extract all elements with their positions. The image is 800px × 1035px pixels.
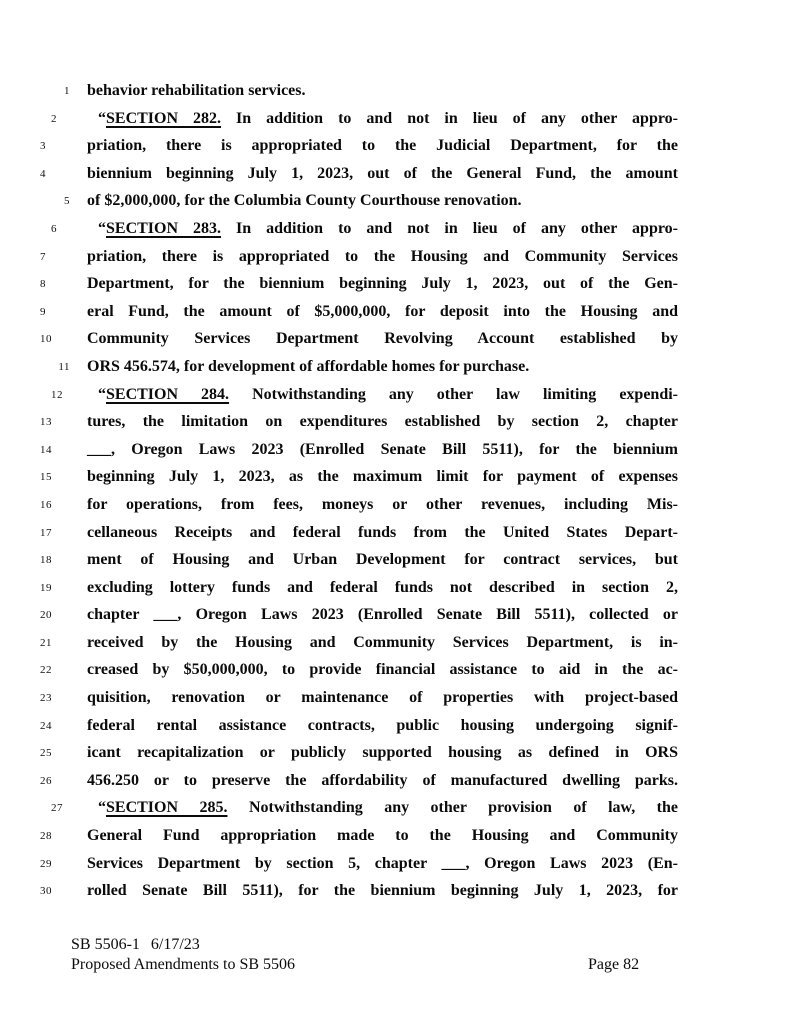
line-number: 21: [40, 636, 52, 649]
line-number: 22: [40, 664, 52, 677]
line-number: 16: [40, 498, 52, 511]
line-text: General Fund appropriation made to the Housing and Community: [87, 827, 678, 845]
text-line: [40, 684, 678, 712]
text-line: [40, 381, 678, 409]
line-number: 4: [40, 167, 46, 180]
line-text: creased by $50,000,000, to provide financial assistance to aid in the ac-: [87, 661, 678, 679]
line-number: 10: [40, 333, 52, 346]
line-number: 1: [64, 85, 70, 97]
line-text: priation, there is appropriated to the Housing and Community Services: [87, 247, 678, 265]
line-text: Department, for the biennium beginning July 1, 2023, out of the Gen-: [87, 275, 678, 293]
line-number: 25: [40, 747, 52, 760]
text-line: [40, 215, 678, 243]
text-line: [40, 325, 678, 353]
line-number: 14: [40, 443, 52, 456]
footer-doc-ref: SB 5506-1: [71, 936, 140, 953]
text-line: [40, 105, 678, 133]
text-line: [40, 463, 678, 491]
text-line: [40, 298, 678, 326]
line-text: 456.250 or to preserve the affordability of manufactured dwelling parks.: [87, 771, 678, 789]
footer-title-line: [71, 955, 671, 975]
line-text: rolled Senate Bill 5511), for the biennium beginning July 1, 2023, for: [87, 882, 678, 900]
text-line: [40, 767, 678, 795]
text-line: [40, 601, 678, 629]
footer-page-number: Page 82: [588, 955, 640, 973]
line-text: Community Services Department Revolving Account established by: [87, 330, 678, 348]
line-text: “SECTION 283. In addition to and not in lieu of any other appro-: [98, 219, 678, 237]
line-number: 6: [51, 222, 57, 235]
line-text: tures, the limitation on expenditures established by section 2, chapter: [87, 413, 678, 431]
line-text: “SECTION 284. Notwithstanding any other law limiting expendi-: [98, 385, 678, 403]
line-number: 8: [40, 278, 46, 291]
text-line: [40, 574, 678, 602]
line-number: 7: [40, 250, 46, 263]
text-line: [40, 243, 678, 271]
line-text: received by the Housing and Community Services Department, is in-: [87, 633, 678, 651]
line-number: 5: [64, 195, 70, 208]
text-line: [40, 270, 678, 298]
text-line: [40, 187, 678, 215]
footer-date: 6/17/23: [150, 936, 200, 953]
line-text: behavior rehabilitation services.: [87, 82, 306, 99]
text-line: [40, 353, 678, 381]
line-text: Services Department by section 5, chapter ___, Oregon Laws 2023 (En-: [87, 854, 678, 872]
text-line: [40, 160, 678, 188]
text-line: [40, 712, 678, 740]
line-number: 15: [40, 471, 52, 484]
line-text: excluding lottery funds and federal funds not described in section 2,: [87, 578, 678, 596]
text-line: [40, 408, 678, 436]
text-line: [40, 491, 678, 519]
line-text: beginning July 1, 2023, as the maximum limit for payment of expenses: [87, 468, 678, 486]
text-line: [40, 436, 678, 464]
text-line: [40, 546, 678, 574]
text-line: [40, 822, 678, 850]
line-text: “SECTION 285. Notwithstanding any other provision of law, the: [98, 799, 678, 817]
line-text: “SECTION 282. In addition to and not in lieu of any other appro-: [98, 109, 678, 127]
line-number: 27: [51, 802, 63, 815]
line-number: 24: [40, 719, 52, 732]
line-number: 2: [51, 112, 57, 125]
line-text: ment of Housing and Urban Development for contract services, but: [87, 551, 678, 569]
text-line: [40, 656, 678, 684]
text-line: [40, 132, 678, 160]
bill-text-body: [40, 77, 678, 905]
line-text: priation, there is appropriated to the Judicial Department, for the: [87, 137, 678, 155]
line-text: cellaneous Receipts and federal funds from the United States Depart-: [87, 523, 678, 541]
line-number: 18: [40, 554, 52, 567]
line-number: 20: [40, 609, 52, 622]
text-line: [40, 850, 678, 878]
line-number: 11: [58, 360, 70, 373]
line-number: 19: [40, 581, 52, 594]
footer-title: Proposed Amendments to SB 5506: [71, 955, 296, 973]
line-text: biennium beginning July 1, 2023, out of the General Fund, the amount: [87, 164, 678, 182]
line-number: 12: [51, 388, 63, 401]
text-line: [40, 629, 678, 657]
line-text: ORS 456.574, for development of affordable homes for purchase.: [87, 357, 530, 375]
footer-reference-line: [71, 935, 671, 955]
text-line: [40, 794, 678, 822]
text-line: [40, 877, 678, 905]
line-number: 23: [40, 692, 52, 705]
line-text: ___, Oregon Laws 2023 (Enrolled Senate Bill 5511), for the biennium: [87, 440, 678, 458]
line-text: federal rental assistance contracts, public housing undergoing signif-: [87, 716, 678, 734]
line-text: chapter ___, Oregon Laws 2023 (Enrolled Senate Bill 5511), collected or: [87, 606, 678, 624]
text-line: [40, 519, 678, 547]
line-number: 17: [40, 526, 52, 539]
line-number: 26: [40, 774, 52, 787]
line-number: 28: [40, 830, 52, 843]
text-line: [40, 739, 678, 767]
line-text: for operations, from fees, moneys or other revenues, including Mis-: [87, 495, 678, 513]
line-text: quisition, renovation or maintenance of properties with project-based: [87, 689, 678, 707]
page-footer: [71, 935, 671, 974]
line-text: icant recapitalization or publicly supported housing as defined in ORS: [87, 744, 678, 762]
line-number: 9: [40, 305, 46, 318]
line-text: of $2,000,000, for the Columbia County Courthouse renovation.: [87, 192, 522, 210]
line-text: eral Fund, the amount of $5,000,000, for deposit into the Housing and: [87, 302, 678, 320]
line-number: 30: [40, 885, 52, 898]
line-number: 29: [40, 857, 52, 870]
text-line: [40, 77, 678, 105]
line-number: 3: [40, 140, 46, 153]
line-number: 13: [40, 416, 52, 429]
